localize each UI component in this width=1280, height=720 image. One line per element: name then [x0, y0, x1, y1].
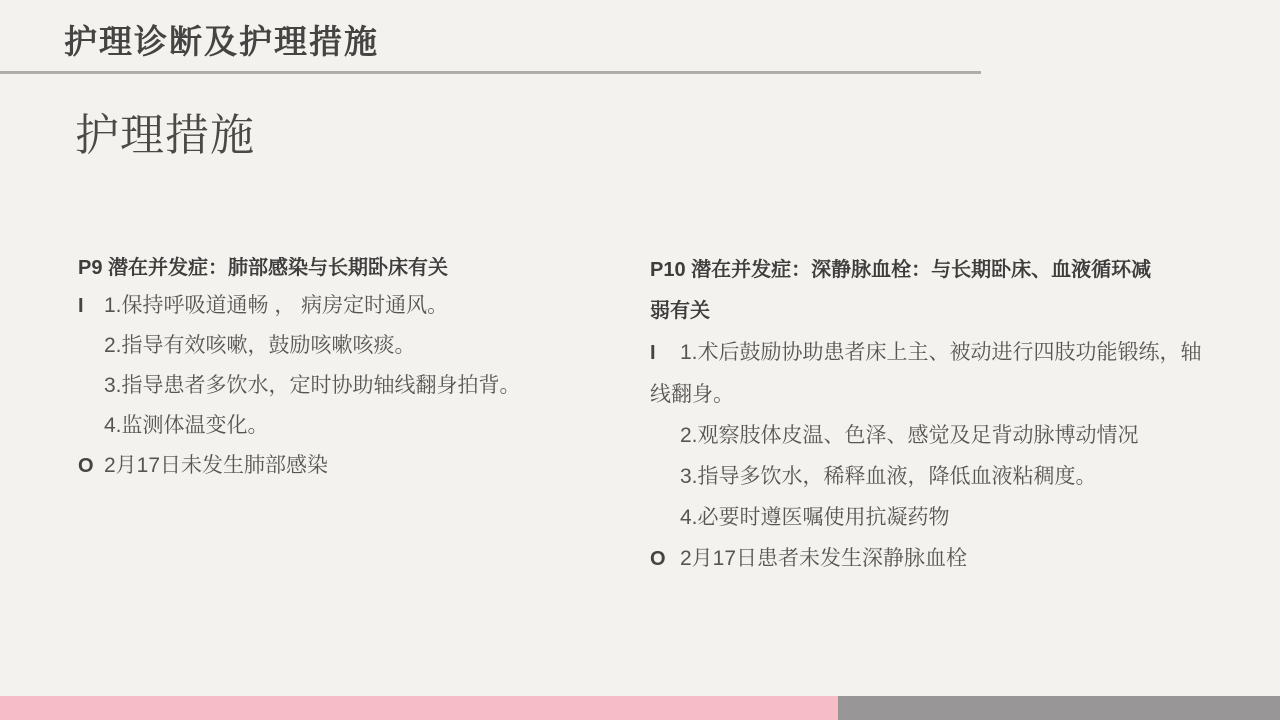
list-item [78, 366, 548, 406]
list-item [78, 286, 548, 326]
column-header: P9 潜在并发症：肺部感染与长期卧床有关 [78, 257, 449, 279]
item-text: 3.指导多饮水，稀释血液，降低血液粘稠度。 [680, 465, 1097, 488]
item-text: 4.必要时遵医嘱使用抗凝药物 [680, 506, 950, 529]
outcome-marker: O [650, 548, 666, 570]
list-item [78, 446, 548, 486]
list-item [78, 326, 548, 366]
item-text: 3.指导患者多饮水，定时协助轴线翻身拍背。 [104, 374, 521, 397]
footer-accent-pink [0, 696, 838, 720]
item-text: 2.指导有效咳嗽，鼓励咳嗽咳痰。 [104, 334, 416, 357]
list-item [650, 497, 1202, 538]
item-text: 2.观察肢体皮温、色泽、感觉及足背动脉博动情况 [680, 424, 1139, 447]
list-item [650, 456, 1202, 497]
footer-accent-gray [838, 696, 1280, 720]
section-heading: 护理措施 [75, 111, 255, 160]
item-text: 2月17日患者未发生深静脉血栓 [680, 547, 968, 570]
list-item [78, 406, 548, 446]
list-item [650, 415, 1202, 456]
intervention-marker: I [78, 295, 84, 317]
item-text: 4.监测体温变化。 [104, 414, 269, 437]
item-text: 1.术后鼓励协助患者床上主、被动进行四肢功能锻练，轴线翻身。 [650, 341, 1202, 406]
column-p10 [650, 250, 1202, 580]
item-text: 1.保持呼吸道通畅 ， 病房定时通风。 [104, 294, 449, 317]
list-item [650, 538, 1202, 580]
column-p9 [78, 250, 548, 486]
outcome-marker: O [78, 455, 94, 477]
list-item [650, 332, 1202, 415]
column-header: P10 潜在并发症：深静脉血栓：与长期卧床、血液循环减弱有关 [650, 259, 1152, 322]
slide-title: 护理诊断及护理措施 [64, 23, 379, 60]
item-text: 2月17日未发生肺部感染 [104, 454, 329, 477]
intervention-marker: I [650, 342, 656, 364]
title-divider [0, 71, 981, 74]
